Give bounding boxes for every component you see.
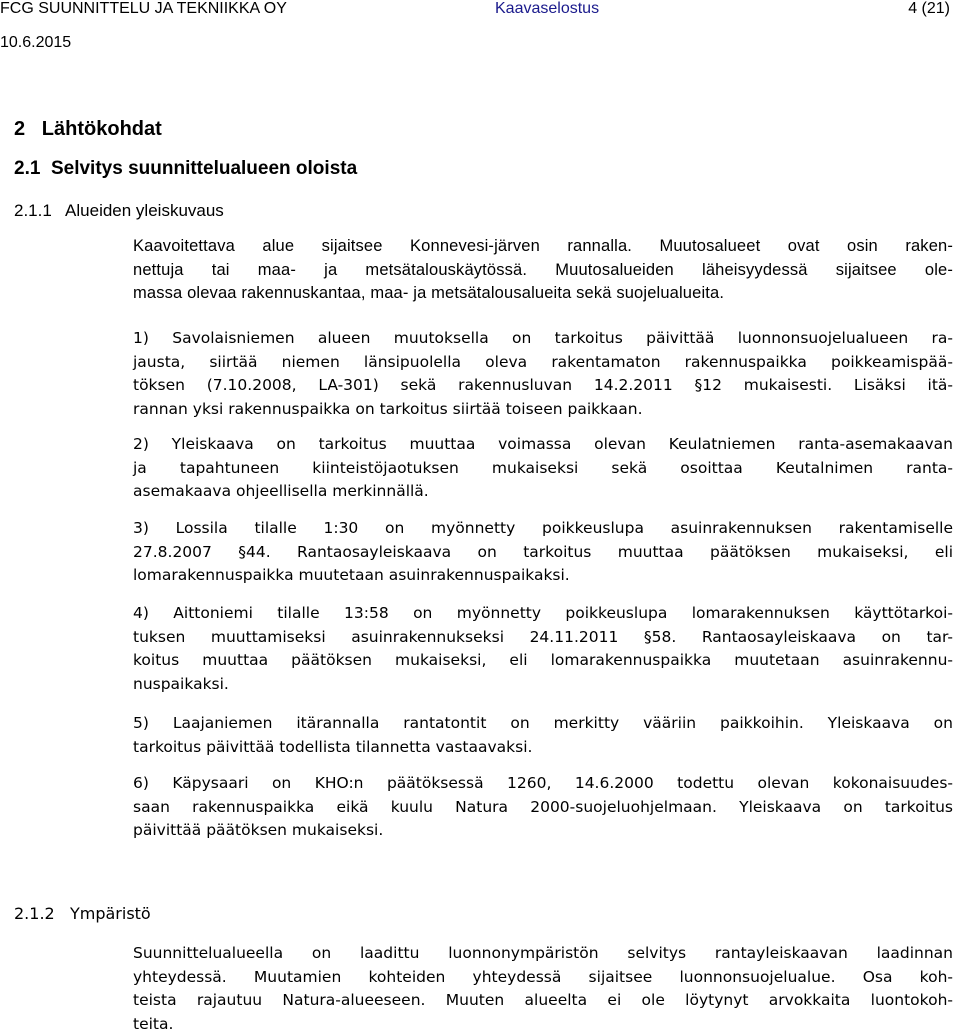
text-line: 1) Savolaisniemen alueen muutoksella on tarkoitus päivittää luonnonsuojelualueen ra- <box>133 327 953 351</box>
company-name: FCG SUUNNITTELU JA TEKNIIKKA OY <box>0 0 287 18</box>
page-number: 4 (21) <box>908 0 950 18</box>
heading-section-2-1: 2.1 Selvitys suunnittelualueen oloista <box>14 158 357 180</box>
text-line: 5) Laajaniemen itärannalla rantatontit on merkitty vääriin paikkoihin. Yleiskaava on <box>133 712 953 736</box>
text-line: asemakaava ohjeellisella merkinnällä. <box>133 480 953 504</box>
text-line: nuspaikaksi. <box>133 673 953 697</box>
item-3-paragraph <box>133 517 953 588</box>
text-line: nettuja tai maa- ja metsätalouskäytössä. Muutosalueiden läheisyydessä sijaitsee ole- <box>133 259 953 283</box>
text-line: 6) Käpysaari on KHO:n päätöksessä 1260, 14.6.2000 todettu olevan kokonaisuudes- <box>133 772 953 796</box>
text-line: tarkoitus päivittää todellista tilannetta vastaavaksi. <box>133 736 953 760</box>
heading-section-2: 2 Lähtökohdat <box>14 118 162 141</box>
text-line: 2) Yleiskaava on tarkoitus muuttaa voimassa olevan Keulatniemen ranta-asemakaavan <box>133 433 953 457</box>
text-line: päivittää päätöksen mukaiseksi. <box>133 819 953 843</box>
text-line: massa olevaa rakennuskantaa, maa- ja metsätalousalueita sekä suojelualueita. <box>133 282 953 306</box>
environment-paragraph <box>133 942 953 1036</box>
text-line: teista rajautuu Natura-alueeseen. Muuten alueelta ei ole löytynyt arvokkaita luontokoh- <box>133 989 953 1013</box>
text-line: 27.8.2007 §44. Rantaosayleiskaava on tarkoitus muuttaa päätöksen mukaiseksi, eli <box>133 541 953 565</box>
item-6-paragraph <box>133 772 953 843</box>
page-header <box>0 0 960 28</box>
heading-section-2-1-2: 2.1.2 Ympäristö <box>14 904 151 923</box>
text-line: koitus muuttaa päätöksen mukaiseksi, eli lomarakennuspaikka muutetaan asuinrakennu- <box>133 649 953 673</box>
item-2-paragraph <box>133 433 953 504</box>
document-type: Kaavaselostus <box>495 0 599 18</box>
text-line: ja tapahtuneen kiinteistöjaotuksen mukaiseksi sekä osoittaa Keutalnimen ranta- <box>133 457 953 481</box>
text-line: jausta, siirtää niemen länsipuolella oleva rakentamaton rakennuspaikka poikkeamispää- <box>133 351 953 375</box>
text-line: saan rakennuspaikka eikä kuulu Natura 2000-suojeluohjelmaan. Yleiskaava on tarkoitus <box>133 796 953 820</box>
text-line: Kaavoitettava alue sijaitsee Konnevesi-järven rannalla. Muutosalueet ovat osin raken- <box>133 235 953 259</box>
text-line: 4) Aittoniemi tilalle 13:58 on myönnetty poikkeuslupa lomarakennuksen käyttötarkoi- <box>133 602 953 626</box>
text-line: töksen (7.10.2008, LA-301) sekä rakennusluvan 14.2.2011 §12 mukaisesti. Lisäksi itä- <box>133 374 953 398</box>
text-line: tuksen muuttamiseksi asuinrakennukseksi 24.11.2011 §58. Rantaosayleiskaava on tar- <box>133 626 953 650</box>
text-line: rannan yksi rakennuspaikka on tarkoitus siirtää toiseen paikkaan. <box>133 398 953 422</box>
intro-paragraph <box>133 235 953 306</box>
heading-section-2-1-1: 2.1.1 Alueiden yleiskuvaus <box>14 201 224 221</box>
document-date: 10.6.2015 <box>0 34 71 52</box>
item-4-paragraph <box>133 602 953 696</box>
text-line: 3) Lossila tilalle 1:30 on myönnetty poikkeuslupa asuinrakennuksen rakentamiselle <box>133 517 953 541</box>
text-line: yhteydessä. Muutamien kohteiden yhteydessä sijaitsee luonnonsuojelualue. Osa koh- <box>133 966 953 990</box>
text-line: Suunnittelualueella on laadittu luonnonympäristön selvitys rantayleiskaavan laadinnan <box>133 942 953 966</box>
text-line: lomarakennuspaikka muutetaan asuinrakennuspaikaksi. <box>133 564 953 588</box>
item-5-paragraph <box>133 712 953 759</box>
item-1-paragraph <box>133 327 953 421</box>
text-line: teita. <box>133 1013 953 1036</box>
